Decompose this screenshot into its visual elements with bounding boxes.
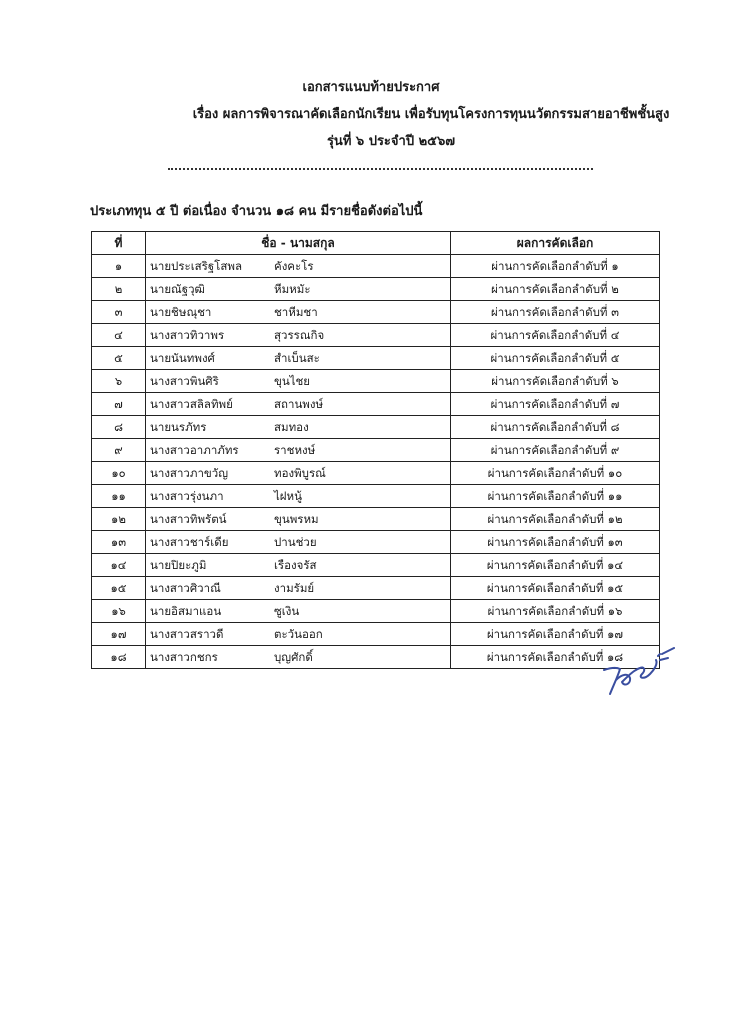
table-row <box>92 577 660 600</box>
header-subject: เรื่อง ผลการพิจารณาคัดเลือกนักเรียน เพื่อรับทุนโครงการทุนนวัตกรรมสายอาชีพชั้นสูง <box>192 107 670 122</box>
row-number: ๑๓ <box>92 531 146 554</box>
table-row <box>92 301 660 324</box>
table-row <box>92 508 660 531</box>
table-row <box>92 531 660 554</box>
signature-mark <box>598 640 680 700</box>
student-name <box>146 462 451 485</box>
selection-result: ผ่านการคัดเลือกลำดับที่ ๑๑ <box>451 485 660 508</box>
student-last-name: ราชหงษ์ <box>274 443 316 457</box>
selection-result: ผ่านการคัดเลือกลำดับที่ ๑๘ <box>451 646 660 669</box>
student-last-name: สุวรรณกิจ <box>274 328 325 342</box>
selection-result: ผ่านการคัดเลือกลำดับที่ ๑๕ <box>451 577 660 600</box>
column-header-name: ชื่อ - นามสกุล <box>146 232 451 255</box>
selection-result: ผ่านการคัดเลือกลำดับที่ ๑๖ <box>451 600 660 623</box>
document-header <box>0 74 742 155</box>
selection-result: ผ่านการคัดเลือกลำดับที่ ๑๒ <box>451 508 660 531</box>
selection-result: ผ่านการคัดเลือกลำดับที่ ๙ <box>451 439 660 462</box>
student-last-name: สำเบ็นสะ <box>274 351 320 365</box>
row-number: ๑๔ <box>92 554 146 577</box>
student-name <box>146 531 451 554</box>
student-first-name: นางสาวสลิลทิพย์ <box>150 397 233 411</box>
table-row <box>92 416 660 439</box>
student-last-name: ชาหีมชา <box>274 305 318 319</box>
selection-result: ผ่านการคัดเลือกลำดับที่ ๗ <box>451 393 660 416</box>
selection-result: ผ่านการคัดเลือกลำดับที่ ๒ <box>451 278 660 301</box>
student-first-name: นายนรภัทร <box>150 420 207 434</box>
student-last-name: งามรัมย์ <box>274 581 315 595</box>
student-first-name: นางสาวรุ่งนภา <box>150 489 224 503</box>
student-first-name: นายประเสริฐโสพล <box>150 259 243 273</box>
table-row <box>92 554 660 577</box>
student-first-name: นายนันทพงศ์ <box>150 351 215 365</box>
selection-result: ผ่านการคัดเลือกลำดับที่ ๖ <box>451 370 660 393</box>
row-number: ๑๐ <box>92 462 146 485</box>
row-number: ๕ <box>92 347 146 370</box>
row-number: ๔ <box>92 324 146 347</box>
dotted-divider <box>168 168 593 170</box>
student-first-name: นางสาวภาขวัญ <box>150 466 229 480</box>
selection-result: ผ่านการคัดเลือกลำดับที่ ๔ <box>451 324 660 347</box>
student-first-name: นางสาวอาภาภัทร <box>150 443 239 457</box>
student-first-name: นางสาวศิวาณี <box>150 581 221 595</box>
student-first-name: นางสาวกชกร <box>150 650 218 664</box>
row-number: ๑๒ <box>92 508 146 531</box>
student-first-name: นายชิษณุชา <box>150 305 212 319</box>
table-row <box>92 393 660 416</box>
student-last-name: ตะวันออก <box>274 627 323 641</box>
results-table <box>91 231 660 669</box>
student-name <box>146 646 451 669</box>
table-row <box>92 255 660 278</box>
student-name <box>146 554 451 577</box>
student-name <box>146 623 451 646</box>
selection-result: ผ่านการคัดเลือกลำดับที่ ๘ <box>451 416 660 439</box>
student-name <box>146 416 451 439</box>
student-last-name: ไฝหนู้ <box>274 489 302 503</box>
table-body <box>92 255 660 669</box>
student-last-name: ทองพิบูรณ์ <box>274 466 326 480</box>
student-last-name: ซูเงิน <box>274 604 300 618</box>
table-row <box>92 278 660 301</box>
student-last-name: ขุนไชย <box>274 374 311 388</box>
student-first-name: นายณัฐวุฒิ <box>150 282 205 296</box>
student-last-name: สถานพงษ์ <box>274 397 324 411</box>
student-last-name: ขุนพรหม <box>274 512 319 526</box>
row-number: ๖ <box>92 370 146 393</box>
row-number: ๓ <box>92 301 146 324</box>
selection-result: ผ่านการคัดเลือกลำดับที่ ๓ <box>451 301 660 324</box>
student-name <box>146 508 451 531</box>
student-last-name: คังคะโร <box>274 259 314 273</box>
student-first-name: นางสาวพินศิริ <box>150 374 219 388</box>
row-number: ๑ <box>92 255 146 278</box>
row-number: ๙ <box>92 439 146 462</box>
table-header-row <box>92 232 660 255</box>
student-name <box>146 278 451 301</box>
student-name <box>146 255 451 278</box>
row-number: ๑๘ <box>92 646 146 669</box>
student-last-name: สมทอง <box>274 420 309 434</box>
student-first-name: นายอิสมาแอน <box>150 604 222 618</box>
student-first-name: นางสาวสราวดี <box>150 627 224 641</box>
row-number: ๘ <box>92 416 146 439</box>
selection-result: ผ่านการคัดเลือกลำดับที่ ๑ <box>451 255 660 278</box>
student-last-name: เรืองจรัส <box>274 558 317 572</box>
table-row <box>92 623 660 646</box>
row-number: ๑๖ <box>92 600 146 623</box>
row-number: ๗ <box>92 393 146 416</box>
table-row <box>92 646 660 669</box>
table-row <box>92 462 660 485</box>
row-number: ๑๗ <box>92 623 146 646</box>
header-title: เอกสารแนบท้ายประกาศ <box>302 80 440 95</box>
row-number: ๑๕ <box>92 577 146 600</box>
table-row <box>92 347 660 370</box>
student-name <box>146 600 451 623</box>
table-row <box>92 600 660 623</box>
student-name <box>146 393 451 416</box>
student-first-name: นางสาวชาร์เดีย <box>150 535 229 549</box>
student-name <box>146 485 451 508</box>
selection-result: ผ่านการคัดเลือกลำดับที่ ๑๓ <box>451 531 660 554</box>
table-row <box>92 370 660 393</box>
selection-result: ผ่านการคัดเลือกลำดับที่ ๑๔ <box>451 554 660 577</box>
student-first-name: นางสาวทิวาพร <box>150 328 225 342</box>
column-header-no: ที่ <box>92 232 146 255</box>
scholarship-type-heading: ประเภททุน ๕ ปี ต่อเนื่อง จำนวน ๑๘ คน มีรายชื่อดังต่อไปนี้ <box>90 204 423 219</box>
student-first-name: นางสาวทิพรัตน์ <box>150 512 227 526</box>
table-row <box>92 485 660 508</box>
student-name <box>146 301 451 324</box>
student-last-name: หีมหมัะ <box>274 282 311 296</box>
selection-result: ผ่านการคัดเลือกลำดับที่ ๑๐ <box>451 462 660 485</box>
selection-result: ผ่านการคัดเลือกลำดับที่ ๑๗ <box>451 623 660 646</box>
student-name <box>146 370 451 393</box>
student-name <box>146 577 451 600</box>
student-name <box>146 439 451 462</box>
student-last-name: บุญศักดิ์ <box>274 650 313 664</box>
student-last-name: ปานช่วย <box>274 535 317 549</box>
row-number: ๑๑ <box>92 485 146 508</box>
student-name <box>146 347 451 370</box>
selection-result: ผ่านการคัดเลือกลำดับที่ ๕ <box>451 347 660 370</box>
table-row <box>92 324 660 347</box>
header-batch-year: รุ่นที่ ๖ ประจำปี ๒๕๖๗ <box>326 134 456 149</box>
student-name <box>146 324 451 347</box>
table-row <box>92 439 660 462</box>
column-header-result: ผลการคัดเลือก <box>451 232 660 255</box>
row-number: ๒ <box>92 278 146 301</box>
student-first-name: นายปิยะภูมิ <box>150 558 207 572</box>
